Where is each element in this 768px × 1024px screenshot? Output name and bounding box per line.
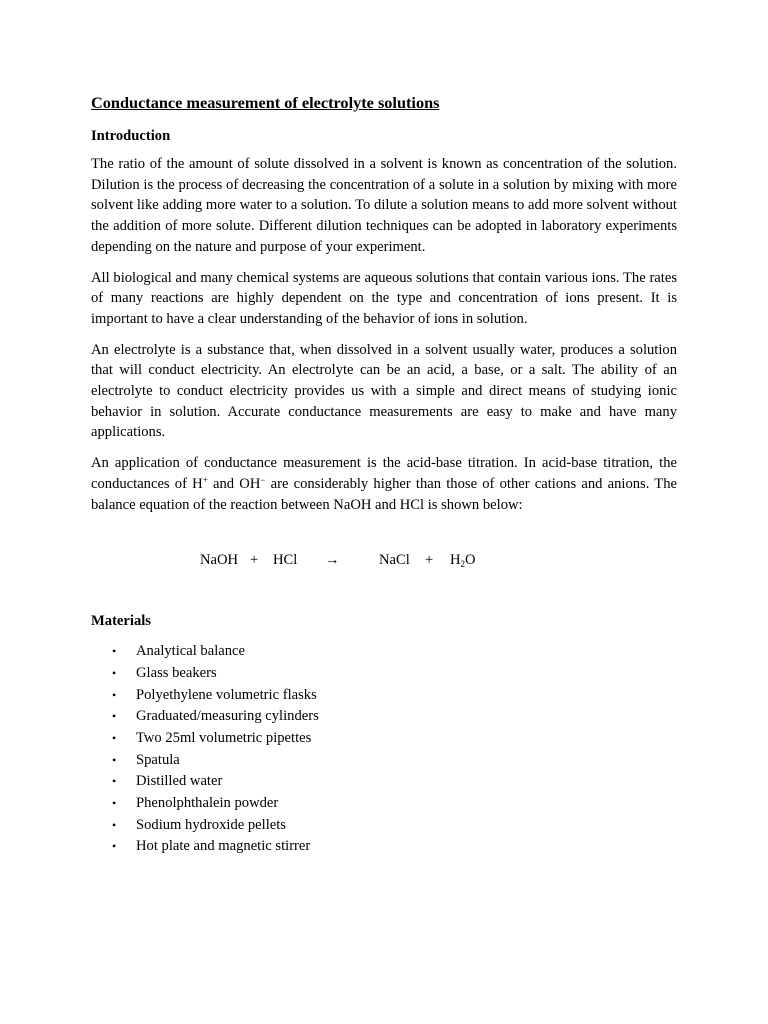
list-item <box>91 750 677 772</box>
list-item-text: Two 25ml volumetric pipettes <box>136 730 312 746</box>
list-item <box>91 815 677 837</box>
bullet-icon: • <box>112 774 117 789</box>
bullet-icon: • <box>112 817 117 832</box>
equation-reactant-hcl: HCl <box>273 552 298 569</box>
reaction-equation <box>91 550 677 570</box>
paragraph-ions: All biological and many chemical systems are aqueous solutions that contain various ions. The rates of many reactions are highly dependent on the type and concentration of ions present. It is important to have a clear understanding of the behavior of ions in solution. <box>91 269 677 327</box>
document-page <box>91 93 677 858</box>
paragraph-titration <box>91 453 677 515</box>
equation-product-water <box>450 550 476 571</box>
equation-arrow: → <box>325 552 340 569</box>
paragraph-electrolyte: An electrolyte is a substance that, when dissolved in a solvent usually water, produces a solution that will conduct electricity. An electrolyte can be an acid, a base, or a salt. The ability of an electrolyte to conduct electricity provides us with a simple and direct means of studying ionic behavior in solution. Accurate conductance measurements are easy to make and have many applications. <box>91 341 677 441</box>
list-item <box>91 771 677 793</box>
list-item <box>91 706 677 728</box>
water-h: H <box>450 552 461 569</box>
equation-reactant-naoh: NaOH <box>200 552 239 569</box>
hydroxide-ion-charge: − <box>260 474 266 485</box>
equation-product-nacl: NaCl <box>379 552 410 569</box>
introduction-heading: Introduction <box>91 128 171 144</box>
bullet-icon: • <box>112 731 117 745</box>
document-title: Conductance measurement of electrolyte solutions <box>91 93 440 112</box>
list-item <box>91 641 677 663</box>
list-item-text: Phenolphthalein powder <box>136 795 279 812</box>
list-item-text: Graduated/measuring cylinders <box>136 708 319 725</box>
titration-text-3: are considerably higher than those of other cations and anions. The balance equation of the reaction between NaOH and HCl is shown below: <box>91 475 677 513</box>
list-item-text: Sodium hydroxide pellets <box>136 816 286 833</box>
list-item-text: Distilled water <box>136 773 223 790</box>
list-item-text: Analytical balance <box>136 643 245 660</box>
bullet-icon: • <box>112 752 117 767</box>
list-item-text: Spatula <box>136 751 180 768</box>
bullet-icon: • <box>112 687 117 702</box>
list-item-text: Polyethylene volumetric flasks <box>136 686 317 703</box>
list-item-text: Hot plate and magnetic stirrer <box>136 838 311 855</box>
water-subscript: 2 <box>460 559 466 570</box>
list-item <box>91 663 677 685</box>
materials-list <box>91 641 677 858</box>
water-o: O <box>465 552 476 569</box>
equation-plus-1: + <box>250 552 259 569</box>
list-item <box>91 728 677 750</box>
bullet-icon: • <box>112 709 117 724</box>
bullet-icon: • <box>112 665 117 680</box>
list-item-text: Glass beakers <box>136 664 217 681</box>
bullet-icon: • <box>112 644 117 659</box>
equation-plus-2: + <box>425 552 434 569</box>
bullet-icon: • <box>112 839 117 854</box>
materials-heading: Materials <box>91 613 151 630</box>
list-item <box>91 685 677 707</box>
titration-text-2: and OH <box>207 475 261 492</box>
list-item <box>91 836 677 858</box>
hydrogen-ion-charge: + <box>202 474 208 485</box>
titration-text-1: An application of conductance measurement is the acid-base titration. In acid-base titration, the conductances of H <box>91 455 677 492</box>
bullet-icon: • <box>112 796 117 811</box>
paragraph-concentration: The ratio of the amount of solute dissolved in a solvent is known as concentration of the solution. Dilution is the process of decreasing the concentration of a solute in a solution by mixing with more solvent like adding more water to a solution. To dilute a solution means to add more solvent without the addition of more solute. Different dilution techniques can be adopted in laboratory experiments depending on the nature and purpose of your experiment. <box>91 156 677 255</box>
list-item <box>91 793 677 815</box>
